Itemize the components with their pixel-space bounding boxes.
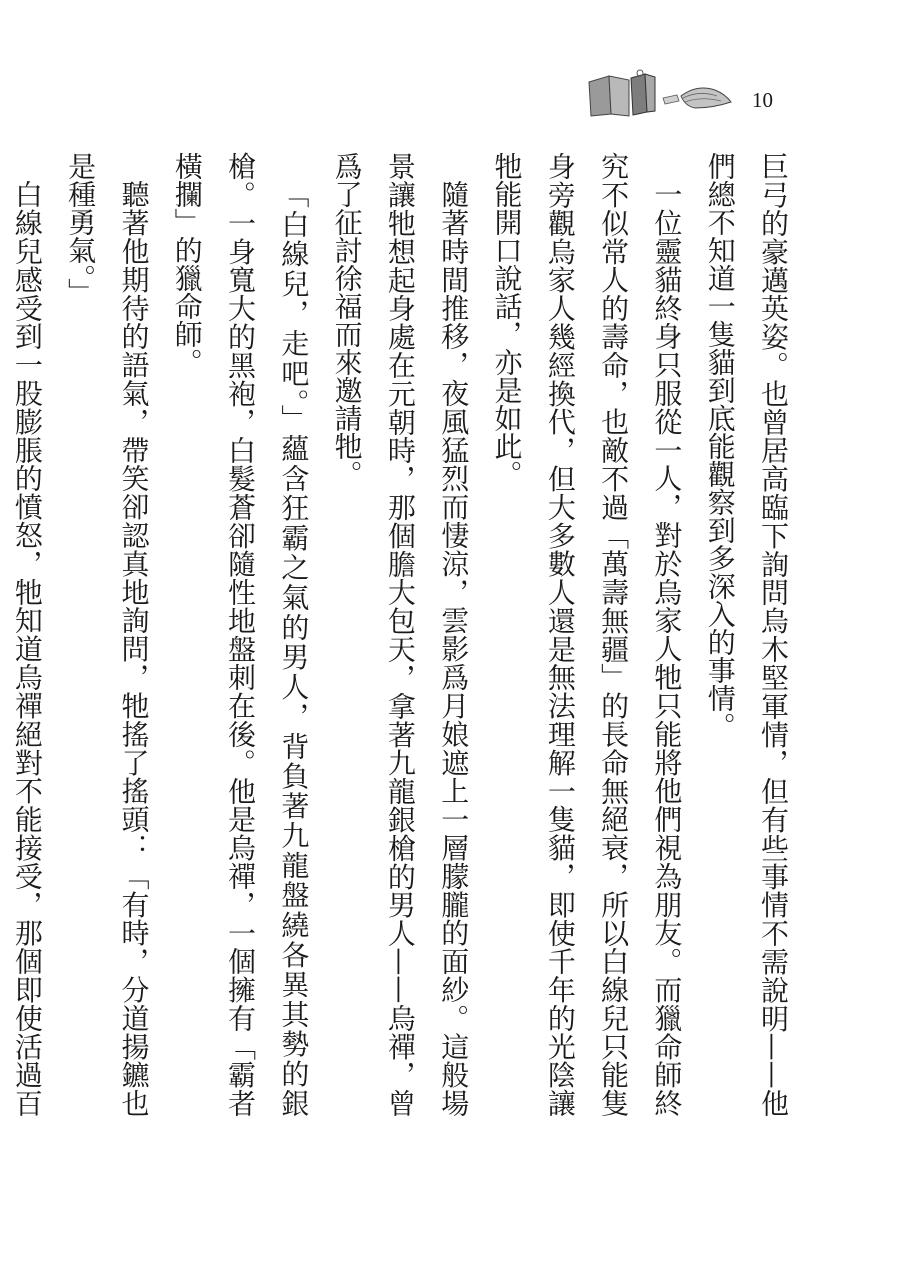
paragraph: 聽著他期待的語氣，帶笑卻認真地詢問，牠搖了搖頭：「有時，分道揚鑣也是種勇氣。」 xyxy=(64,152,151,1117)
page-number: 10 xyxy=(752,88,773,112)
book-stack-icon xyxy=(585,68,735,118)
paragraph: 隨著時間推移，夜風猛烈而悽涼，雲影爲月娘遮上一層朦朧的面紗。這般場景讓牠想起身處在元朝時，那個膽大包天，拿著九龍銀槍的男人——烏禪，曾爲了征討徐福而來邀請牠。 xyxy=(330,152,471,1117)
header-illustration xyxy=(585,68,735,118)
paragraph: 一位靈貓終身只服從一人，對於烏家人牠只能將他們視為朋友。而獵命師終究不似常人的壽命，也敵不過「萬壽無疆」的長命無絕衰，所以白線兒只能隻身旁觀烏家人幾經換代，但大多數人還是無法理解一隻貓，即使千年的光陰讓牠能開口說話，亦是如此。 xyxy=(490,152,684,1117)
paragraph: 巨弓的豪邁英姿。也曾居高臨下詢問烏木堅軍情，但有些事情不需說明——他們總不知道一隻貓到底能觀察到多深入的事情。 xyxy=(703,152,790,1117)
body-text xyxy=(10,152,800,1117)
paragraph: 白線兒感受到一股膨脹的憤怒，牠知道烏禪絕對不能接受，那個即使活過百 xyxy=(10,180,44,1117)
paragraph: 「白線兒，走吧。」蘊含狂霸之氣的男人，背負著九龍盤繞各異其勢的銀槍。一身寬大的黑袍，白髮蒼卻隨性地盤刺在後。他是烏禪，一個擁有「霸者橫攔」的獵命師。 xyxy=(170,152,311,1117)
